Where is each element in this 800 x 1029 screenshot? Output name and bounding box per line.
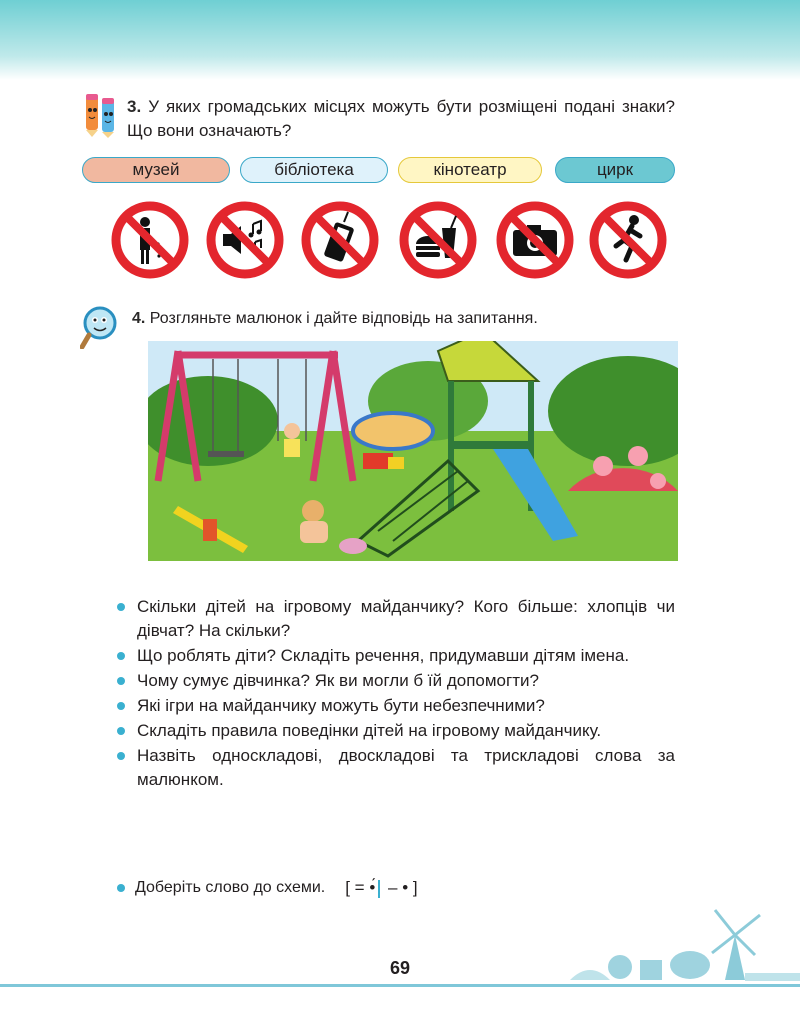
place-tab-museum xyxy=(82,157,230,183)
exercise-4-number: 4. xyxy=(132,310,146,327)
list-item xyxy=(117,694,675,718)
places-row xyxy=(0,157,800,185)
bullet-icon xyxy=(117,702,125,710)
syllable-divider xyxy=(378,880,380,898)
place-tab-library xyxy=(240,157,388,183)
pencils-characters-icon xyxy=(80,90,126,138)
list-item xyxy=(117,644,675,668)
no-littering-sign-icon xyxy=(110,200,190,280)
bullet-icon xyxy=(117,652,125,660)
question-list xyxy=(117,595,675,793)
prohibition-signs-row xyxy=(0,200,800,290)
bullet-icon xyxy=(117,603,125,611)
exercise-3-question: У яких громадських місцях можуть бути розміщені подані знаки? Що вони означають? xyxy=(127,97,675,140)
scheme-open: [ = xyxy=(345,878,370,897)
no-phones-sign-icon xyxy=(300,200,380,280)
list-item xyxy=(117,719,675,743)
place-label: бібліотека xyxy=(274,160,354,179)
header-band xyxy=(0,0,800,80)
stressed-syllable-dot: •́ xyxy=(369,878,376,897)
exercise-4-text xyxy=(132,310,538,328)
magnifier-character-icon xyxy=(80,305,120,349)
question-text: Складіть правила поведінки дітей на ігровому майданчику. xyxy=(137,721,602,740)
list-item xyxy=(117,744,675,792)
exercise-3-number: 3. xyxy=(127,97,142,116)
place-label: цирк xyxy=(596,160,634,179)
question-text: Що роблять діти? Складіть речення, придумавши дітям імена. xyxy=(137,646,630,665)
bottom-divider xyxy=(0,984,800,987)
scheme-task xyxy=(117,878,418,898)
bullet-icon xyxy=(117,677,125,685)
exercise-4-question: Розгляньте малюнок і дайте відповідь на запитання. xyxy=(149,310,538,327)
syllable-dot: • xyxy=(402,878,409,897)
place-label: кінотеатр xyxy=(433,160,507,179)
exercise-3-text xyxy=(127,95,675,143)
list-item xyxy=(117,669,675,693)
list-item xyxy=(117,595,675,643)
bullet-icon xyxy=(117,727,125,735)
no-running-sign-icon xyxy=(588,200,668,280)
no-photography-sign-icon xyxy=(495,200,575,280)
question-text: Скільки дітей на ігровому майданчику? Кого більше: хлопців чи дівчат? На скільки? xyxy=(137,597,675,640)
syllable-scheme xyxy=(345,878,417,898)
question-text: Які ігри на майданчику можуть бути небезпечними? xyxy=(137,696,545,715)
scheme-close: ] xyxy=(408,878,418,897)
no-loud-music-sign-icon xyxy=(205,200,285,280)
no-food-drink-sign-icon xyxy=(398,200,478,280)
scheme-dash: – xyxy=(383,878,403,897)
question-text: Чому сумує дівчинка? Як ви могли б їй допомогти? xyxy=(137,671,539,690)
village-decoration-icon xyxy=(500,905,800,985)
page-number: 69 xyxy=(389,958,411,978)
playground-illustration xyxy=(148,341,678,561)
question-text: Назвіть односкладові, двоскладові та трискладові слова за малюнком. xyxy=(137,746,675,789)
place-label: музей xyxy=(132,160,180,179)
place-tab-circus xyxy=(555,157,675,183)
bullet-icon xyxy=(117,752,125,760)
scheme-task-text: Доберіть слово до схеми. xyxy=(135,879,326,896)
place-tab-cinema xyxy=(398,157,542,183)
bullet-icon xyxy=(117,884,125,892)
